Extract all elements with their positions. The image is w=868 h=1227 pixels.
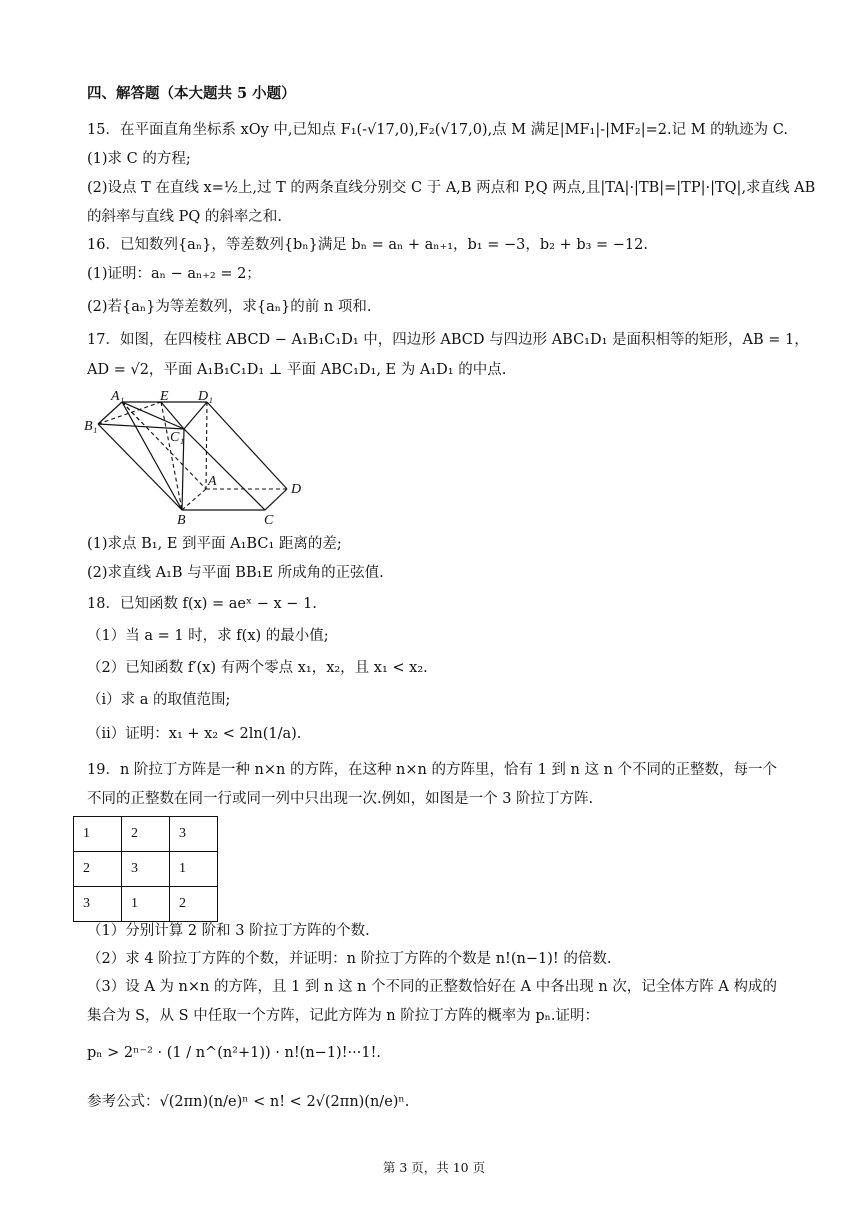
q16-part1: (1)证明：aₙ − aₙ₊₂ = 2； [87, 266, 261, 282]
label-c1: C₁ [170, 430, 185, 445]
table-cell: 1 [122, 887, 170, 922]
q17-stem: 17．如图，在四棱柱 ABCD − A₁B₁C₁D₁ 中，四边形 ABCD 与四边形 ABC₁D₁ 是面积相等的矩形，AB = 1， [87, 332, 809, 348]
label-e: E [160, 389, 169, 404]
q16-stem: 16．已知数列{aₙ}，等差数列{bₙ}满足 bₙ = aₙ + aₙ₊₁，b₁ = −3，b₂ + b₃ = −12. [87, 237, 648, 253]
q17-stem-cont: AD = √2，平面 A₁B₁C₁D₁ ⊥ 平面 ABC₁D₁, E 为 A₁D₁ 的中点. [87, 362, 507, 378]
table-row [74, 852, 218, 887]
section-title: 四、解答题（本大题共 5 小题） [87, 85, 296, 102]
table-cell: 1 [170, 852, 218, 887]
q17-part1: (1)求点 B₁, E 到平面 A₁BC₁ 距离的差; [87, 536, 342, 552]
prism-diagram [82, 385, 312, 525]
label-d: D [291, 482, 302, 497]
page-footer: 第 3 页，共 10 页 [382, 1160, 486, 1175]
q19-part3: （3）设 A 为 n×n 的方阵，且 1 到 n 这 n 个不同的正整数恰好在 A 中各出现 n 次，记全体方阵 A 构成的 [87, 979, 777, 995]
q18-part2-i: （ⅰ）求 a 的取值范围; [87, 692, 231, 708]
reference-formula: 参考公式：√(2πn)(n/e)ⁿ < n! < 2√(2πn)(n/e)ⁿ. [87, 1094, 410, 1110]
label-b: B [177, 513, 186, 525]
label-a: A [208, 474, 217, 489]
q16-part2: (2)若{aₙ}为等差数列，求{aₙ}的前 n 项和. [87, 299, 372, 315]
q19-part2: （2）求 4 阶拉丁方阵的个数，并证明：n 阶拉丁方阵的个数是 n!(n−1)! 的倍数. [87, 951, 612, 967]
q18-part1: （1）当 a = 1 时，求 f(x) 的最小值; [87, 628, 329, 644]
q17-part2: (2)求直线 A₁B 与平面 BB₁E 所成角的正弦值. [87, 565, 384, 581]
label-b1: B₁ [84, 419, 98, 434]
q15-stem: 15．在平面直角坐标系 xOy 中,已知点 F₁(-√17,0),F₂(√17,0),点 M 满足|MF₁|-|MF₂|=2.记 M 的轨迹为 C. [87, 122, 788, 138]
label-a1: A₁ [111, 389, 125, 404]
label-c: C [264, 513, 274, 525]
q15-part1: (1)求 C 的方程; [87, 151, 191, 167]
q19-part3-cont: 集合为 S，从 S 中任取一个方阵，记此方阵为 n 阶拉丁方阵的概率为 pₙ.证明： [87, 1008, 600, 1024]
label-d1: D₁ [198, 389, 213, 404]
table-cell: 2 [122, 817, 170, 852]
q18-stem: 18．已知函数 f(x) = aeˣ − x − 1. [87, 596, 317, 612]
table-row [74, 817, 218, 852]
table-cell: 2 [74, 852, 122, 887]
q15-part2: (2)设点 T 在直线 x=½上,过 T 的两条直线分别交 C 于 A,B 两点和 P,Q 两点,且|TA|·|TB|=|TP|·|TQ|,求直线 AB [87, 180, 816, 196]
q19-inequality: pₙ > 2ⁿ⁻² · (1 / n^(n²+1)) · n!(n−1)!···1!. [87, 1045, 382, 1061]
q18-part2-ii: （ⅱ）证明：x₁ + x₂ < 2ln(1/a). [87, 726, 302, 742]
table-cell: 3 [170, 817, 218, 852]
table-cell: 2 [170, 887, 218, 922]
table-cell: 3 [74, 887, 122, 922]
q19-stem-cont: 不同的正整数在同一行或同一列中只出现一次.例如，如图是一个 3 阶拉丁方阵. [87, 791, 594, 807]
table-row [74, 887, 218, 922]
q15-part2-cont: 的斜率与直线 PQ 的斜率之和. [87, 209, 282, 225]
q18-part2: （2）已知函数 f′(x) 有两个零点 x₁，x₂，且 x₁ < x₂. [87, 660, 428, 676]
table-cell: 3 [122, 852, 170, 887]
latin-square-table [73, 816, 218, 922]
table-cell: 1 [74, 817, 122, 852]
q19-part1: （1）分别计算 2 阶和 3 阶拉丁方阵的个数. [87, 923, 370, 939]
q19-stem: 19．n 阶拉丁方阵是一种 n×n 的方阵，在这种 n×n 的方阵里，恰有 1 到 n 这 n 个不同的正整数，每一个 [87, 762, 778, 778]
